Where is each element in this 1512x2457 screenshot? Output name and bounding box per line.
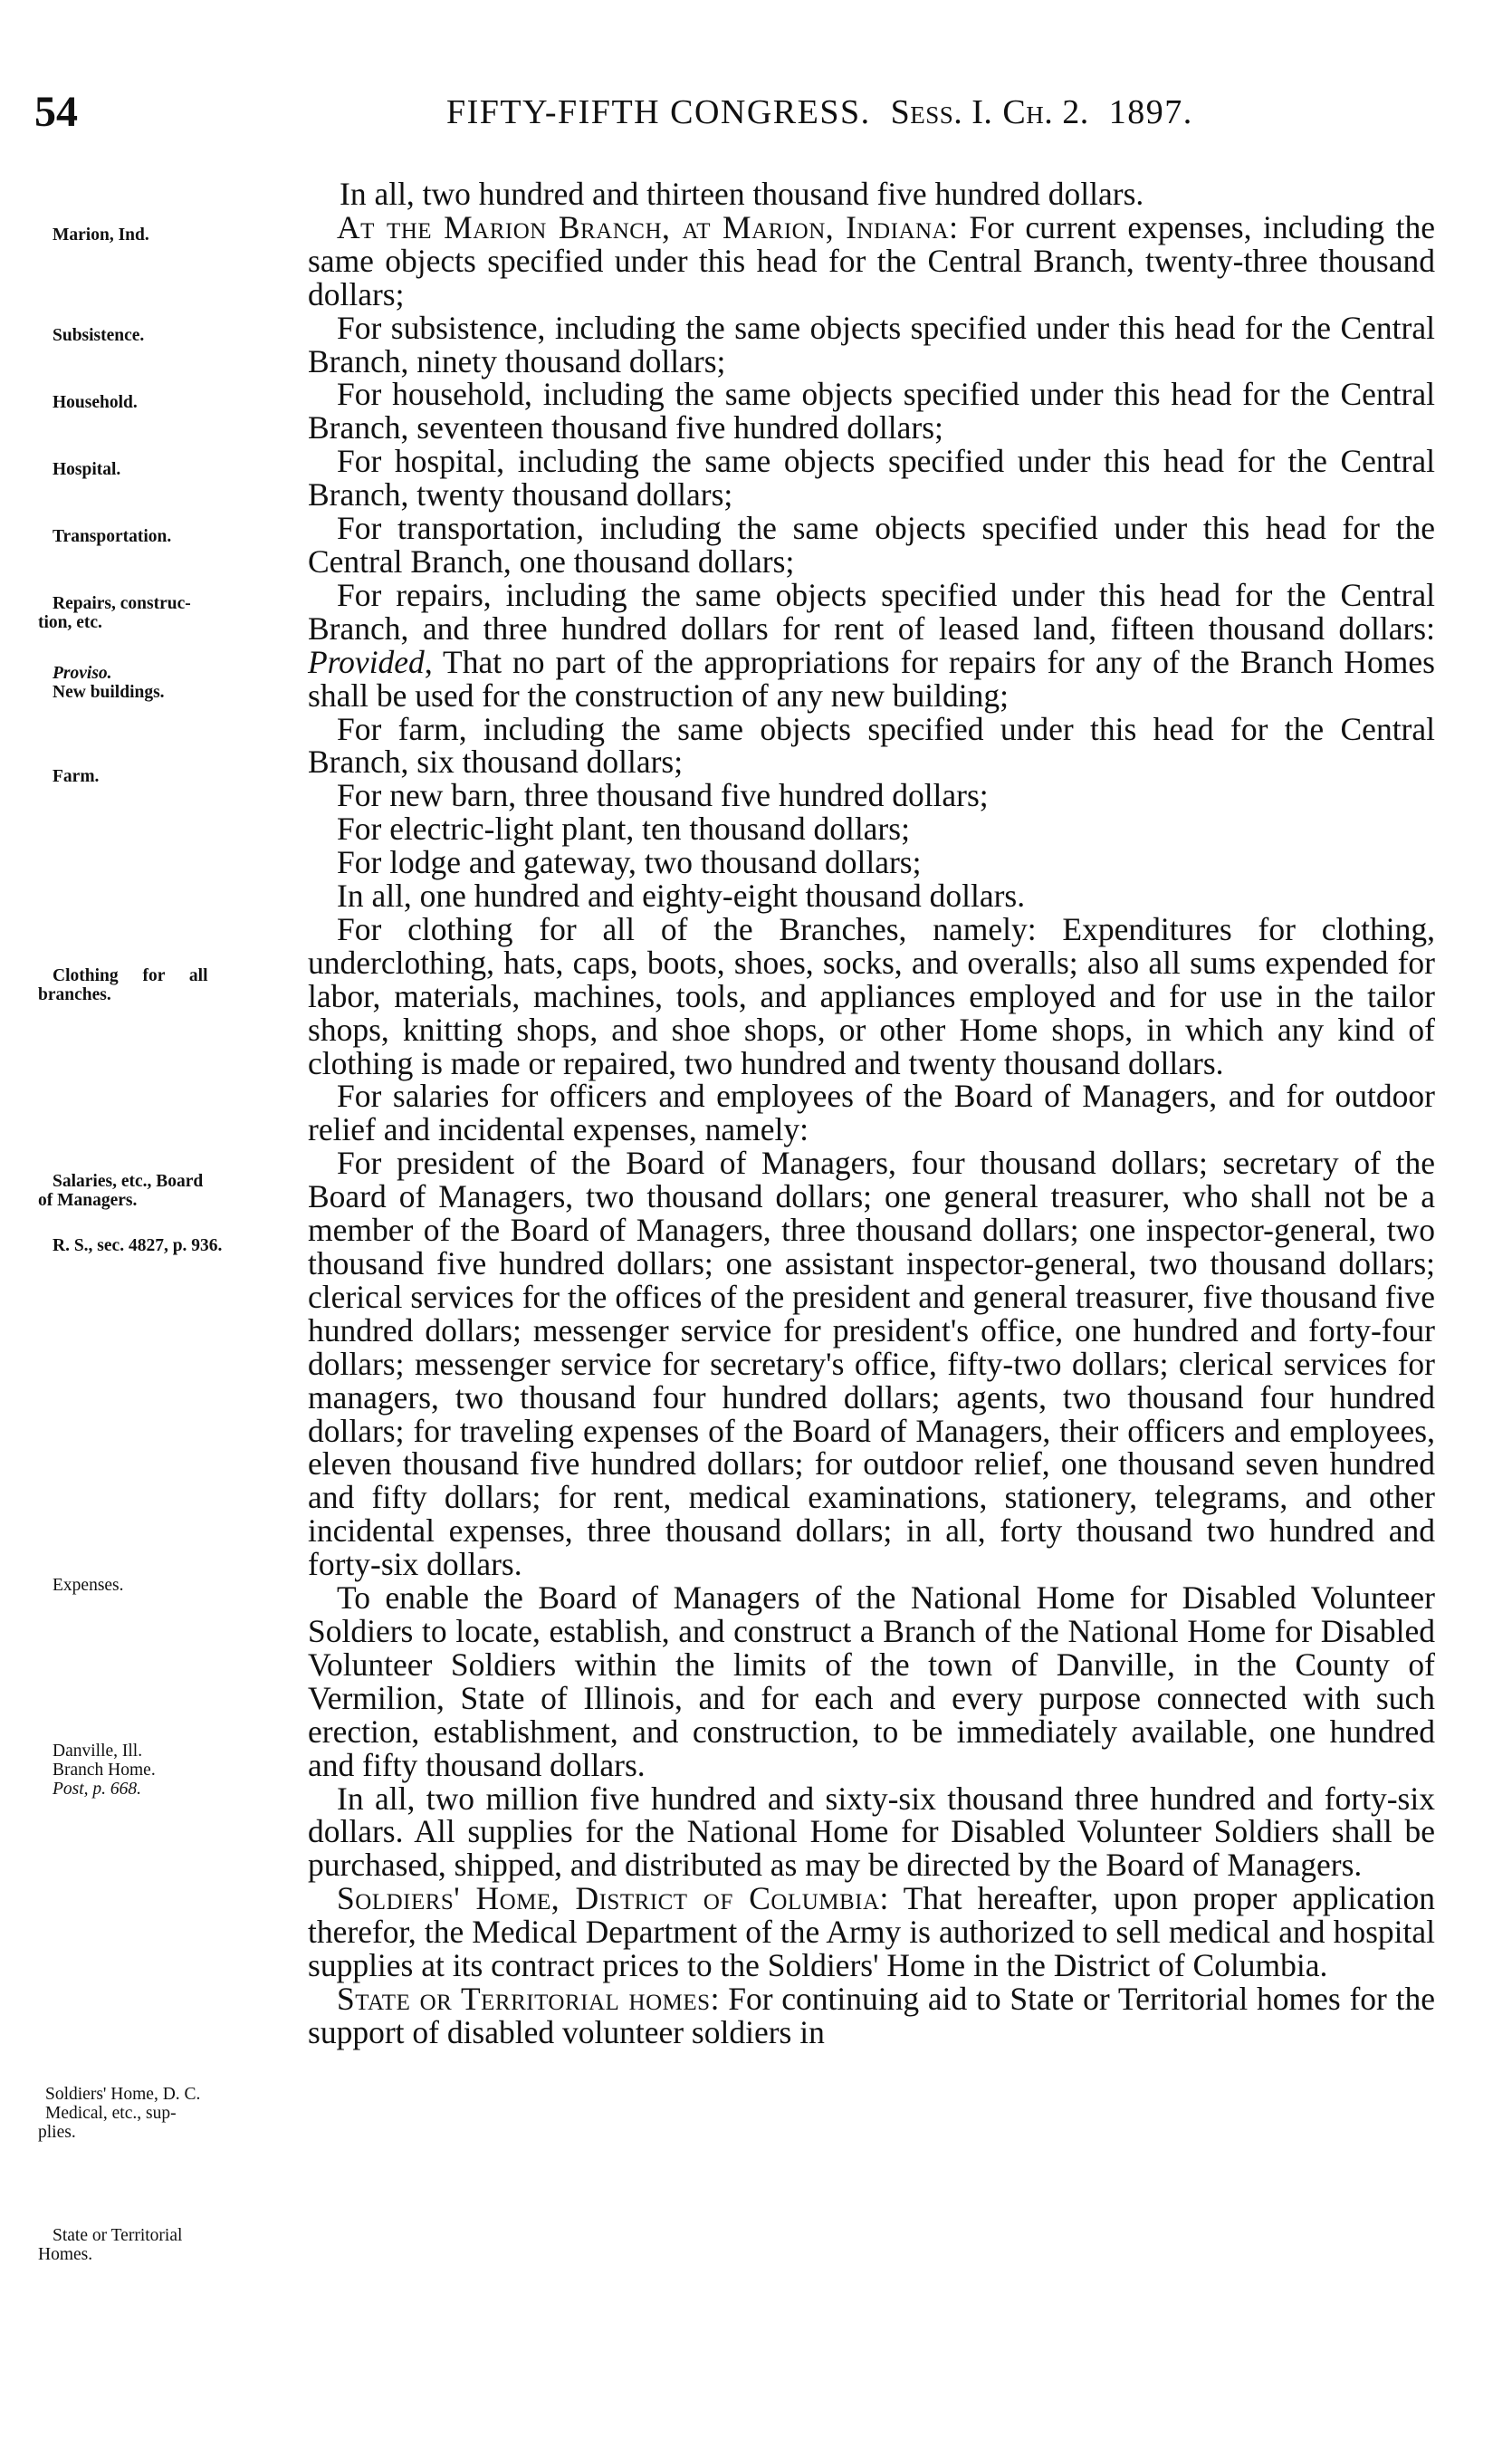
paragraph-president: For president of the Board of Managers, four thousand dollars; secretary of the Board of Managers, two thousand dollars; one general treasurer, who shall not be a member of the Board of Managers, three thousand dollars; one inspector-general, two thousand five hundred dollars; one assistant inspector-general, two thousand dollars; clerical services for the offices of the president and general treasurer, five thousand five hundred dollars; messenger service for president's office, one hundred and forty-four dollars; messenger service for secretary's office, fifty-two dollars; clerical services for managers, two thousand four hundred dollars; agents, two thousand four hundred dollars; for traveling expenses of the Board of Managers, their officers and employees, eleven thousand five hundred dollars; for outdoor relief, one thousand seven hundred and fifty dollars; for rent, medical examinations, stationery, telegrams, and other incidental expenses, three thousand dollars; in all, forty thousand two hundred and forty-six dollars. <box>308 1145 1435 1583</box>
section-heading: State or Territorial homes <box>337 1980 711 2017</box>
margin-note-salaries: Salaries, etc., Board of Managers. <box>38 1172 204 1210</box>
paragraph-soldiers-home: Soldiers' Home, District of Columbia: That hereafter, upon proper application therefor, the Medical Department of the Army is authorized to sell medical and hospital supplies at its contract prices to the Soldiers' Home in the District of Columbia. <box>308 1880 1435 1984</box>
margin-note-farm: Farm. <box>53 767 100 786</box>
paragraph: For subsistence, including the same objects specified under this head for the Central Branch, ninety thousand dollars; <box>308 309 1435 379</box>
margin-note-expenses: Expenses. <box>53 1576 124 1595</box>
margin-note-repairs: Repairs, construc- tion, etc. <box>38 594 191 632</box>
paragraph-clothing: For clothing for all of the Branches, namely: Expenditures for clothing, underclothing, hats, caps, boots, shoes, socks, and overalls; also all sums expended for labor, materials, machines, tools, and appliances employed and for use in the tailor shops, knitting shops, and shoe shops, or other Home shops, in which any kind of clothing is made or repaired, two hundred and twenty thousand dollars. <box>308 910 1435 1081</box>
margin-note-clothing: Clothing for all branches. <box>38 966 208 1004</box>
margin-note-marion: Marion, Ind. <box>53 226 149 245</box>
margin-note-subsistence: Subsistence. <box>53 326 145 345</box>
running-head-year: 1897. <box>1108 93 1193 131</box>
margin-note-revised-statutes: R. S., sec. 4827, p. 936. <box>53 1236 223 1255</box>
paragraph: In all, two hundred and thirteen thousand five hundred dollars. <box>340 176 1144 212</box>
margin-note-hospital: Hospital. <box>53 460 121 479</box>
margin-note-soldiers-home: Soldiers' Home, D. C. Medical, etc., sup- plies. <box>38 2085 201 2142</box>
body-text <box>308 178 1435 2049</box>
paragraph-repairs: For repairs, including the same objects specified under this head for the Central Branch, and three hundred dollars for rent of leased land, fifteen thousand dollars: Provided, That no part of the appropriations for repairs for any of the Branch Homes shall be used for the construction of any new building; <box>308 576 1435 714</box>
proviso-word: Provided <box>308 643 425 680</box>
paragraph-in-all: In all, two million five hundred and sixty-six thousand three hundred and forty-six dollars. All supplies for the National Home for Disabled Volunteer Soldiers shall be purchased, shipped, and distributed as may be directed by the Board of Managers. <box>308 1780 1435 1884</box>
paragraph: For new barn, three thousand five hundred dollars; <box>337 777 989 814</box>
page-header <box>34 87 1447 141</box>
paragraph: For household, including the same objects specified under this head for the Central Branch, seventeen thousand five hundred dollars; <box>308 376 1435 446</box>
paragraph-salaries: For salaries for officers and employees of the Board of Managers, and for outdoor relief and incidental expenses, namely: <box>308 1078 1435 1148</box>
paragraph: For electric-light plant, ten thousand dollars; <box>337 811 910 848</box>
section-heading: Soldiers' Home, District of Columbia <box>337 1880 880 1917</box>
running-head-session: Sess. I. <box>890 93 993 131</box>
paragraph: In all, one hundred and eighty-eight thousand dollars. <box>337 878 1026 915</box>
margin-note-danville: Danville, Ill. Branch Home. Post, p. 668. <box>53 1742 156 1799</box>
margin-note-transportation: Transportation. <box>53 527 172 546</box>
paragraph-state-homes: State or Territorial homes: For continuing aid to State or Territorial homes for the support of disabled volunteer soldiers in <box>308 1980 1435 2050</box>
paragraph-marion-branch: At the Marion Branch, at Marion, Indiana: For current expenses, including the same objects specified under this head for the Central Branch, twenty-three thousand dollars; <box>308 208 1435 312</box>
paragraph: For farm, including the same objects specified under this head for the Central Branch, six thousand dollars; <box>308 710 1435 781</box>
paragraph: For hospital, including the same objects specified under this head for the Central Branch, twenty thousand dollars; <box>308 443 1435 513</box>
margin-note-state-homes: State or Territorial Homes. <box>38 2226 183 2264</box>
section-heading: At the Marion Branch, at Marion, Indiana <box>337 208 950 245</box>
margin-note-proviso: Proviso. New buildings. <box>53 664 165 702</box>
margin-note-household: Household. <box>53 393 138 412</box>
paragraph-danville: To enable the Board of Managers of the National Home for Disabled Volunteer Soldiers to locate, establish, and construct a Branch of the National Home for Disabled Volunteer Soldiers within the limits of the town of Danville, in the County of Vermilion, State of Illinois, and for each and every purpose connected with such erection, establishment, and construction, to be immediately available, one hundred and fifty thousand dollars. <box>308 1579 1435 1783</box>
paragraph: For lodge and gateway, two thousand dollars; <box>337 844 922 881</box>
running-head <box>446 92 1193 132</box>
running-head-congress: FIFTY-FIFTH CONGRESS. <box>446 93 871 131</box>
page-number: 54 <box>34 88 78 136</box>
running-head-chapter: Ch. 2. <box>1002 93 1089 131</box>
paragraph: For transportation, including the same objects specified under this head for the Central Branch, one thousand dollars; <box>308 510 1435 580</box>
